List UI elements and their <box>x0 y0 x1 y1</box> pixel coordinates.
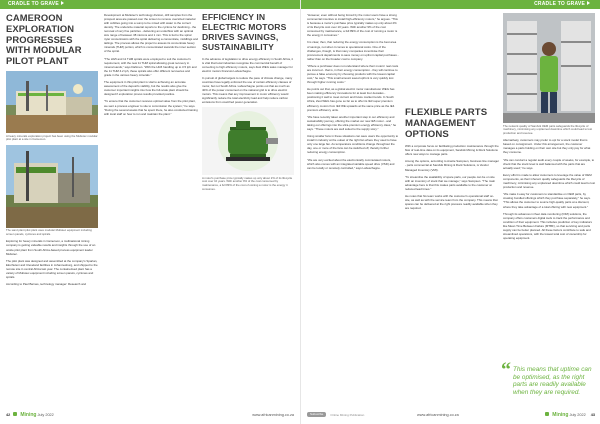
footer-issue: July 2022 <box>37 413 54 417</box>
parts-photo-caption: The network quality of Sandvik OEM parts safeguards the lifecycle of machinery, minimising any unplanned downtime which could lead to lost production and revenue. <box>503 123 593 135</box>
left-column-3 <box>202 13 294 191</box>
body-paragraph: "Where a purchaser does not understand where their motors' real costs are incurred - that is, in their energy consumption - they will continue to pursue a false economy by choosing products with the lowest capital cost," he says. "This small amount saved upfront is very quickly lost through higher running costs." <box>307 63 399 85</box>
pilot-plant-photo-1 <box>6 71 98 133</box>
motor-caption: A motor's purchase price typically makes up only about 2% of its lifecycle cost over 10 years. With another 9% of the cost consumed by maintenance, a full 89% of the cost of owning a motor is the energy it consumes. <box>202 175 293 191</box>
right-column-3 <box>503 13 595 243</box>
quote-mark-icon: “ <box>501 359 511 381</box>
body-paragraph: Exploring for heavy minerals in Cameroon, a multinational mining company is getting valuable results and insights through the use of an onsite pilot plant from South Africa-based process equipment leader Multotec. <box>6 239 96 256</box>
arrow-right-icon <box>587 1 590 5</box>
left-column-2 <box>104 13 198 119</box>
body-paragraph: The pilot plant was designed and assembled at the company's Spartan, Ekurhuleni and Cleveland facilities in Johannesburg, and shipped to the remote site in central Africa last year. The containerised plant has a variety of Multotec equipment including screen panels, cyclones and spirals. <box>6 258 98 279</box>
body-paragraph: "However, even without being forced by the motor users have a strong commercial incentive to install high-efficiency motors," he argues. "This is because a motor's purchase price typically makes up only about 2% of its lifecycle cost over 10 years. With another 9% of the cost consumed by maintenance, a full 89% of the cost of running a motor is the energy it consumes." <box>307 13 398 38</box>
article-title: CAMEROON EXPLORATION PROGRESSES WITH MODULAR PILOT PLANT <box>6 12 82 67</box>
body-paragraph: The equipment in this pilot plant is vital to achieving an accurate assessment of the deposit's viability, but the results also give the customer important insights into how the full-scale plant should be designed if exploration proves results provided positive. <box>104 80 189 97</box>
body-paragraph: Development at Multotec's technology division, drill samples from the prospect area are passed over the screen to remove oversized material with cobbles going into a sump to be mixed with water to the correct density. The undersize material reports to the cyclone for desliming - the removal of very fine particles - delivering an underflow with an optimal size range of between 38 microns and 1 mm. This is fed to the spiral nyler concentrators with the spiral delivering a concentrate, middlings and tailings. The process allows the project to assess its concentrate heavy minerals (THM) portion, which is concentrated towards the inner section of the spiral. <box>104 13 198 54</box>
section-subhead-efficiency: EFFICIENCY IN ELECTRIC MOTORS DRIVES SAVINGS, SUSTAINABILITY <box>202 12 287 52</box>
body-paragraph: Among the options, according to Anette Sampsen, business line manager - parts commercial at Sandvik Mining & Rock Solutions, is Vendor Managed Inventory (VMI). <box>405 159 500 172</box>
body-paragraph: "We have recently taken another important step in our efficiency and sustainability journey, offering the market our new IE5 motor - and taking our offerings into the ultra-premium energy efficiency class," he says. "These motors are well suited to the supply story." <box>307 114 397 131</box>
parts-store-photo <box>503 13 595 123</box>
body-paragraph: With a corporate focus on facilitating production maintenance through the flow of real-time data on its equipment, Sandvik Mining & Rock Solutions offers new ways to manage parts. <box>405 144 499 157</box>
body-paragraph: Every effort is made to allow customers to leverage the value of OEM components, as their inherent quality safeguards the lifecycle of machinery, minimising any unplanned downtime which could lead to lost production and revenue. <box>503 172 596 190</box>
body-paragraph: Alternatively, customers may prefer to opt for a stock model that is based on consignment. Under this arrangement, the customer manages a parts holding on their own site but they only pay for what they consume. <box>503 138 591 155</box>
pilot-plant-photo-2 <box>6 145 98 228</box>
photo-caption-1: A heavy minerals exploration project has been using the Multotec modular pilot plant at a site in Cameroon. <box>6 133 98 142</box>
right-column-1 <box>307 13 399 173</box>
section-title-left: CRADLE TO GRAVE <box>8 1 59 7</box>
body-paragraph: "We are very excited about the electronically commutated motors, which also comes with an integrated variable speed drive (VSD) and can be locally or remotely controlled," says Labuschagne. <box>307 157 395 170</box>
section-title-right: CRADLE TO GRAVE <box>534 1 585 7</box>
footer-right <box>307 411 595 420</box>
footer-website[interactable]: www.africanmining.co.za <box>417 413 459 417</box>
body-paragraph: He points out that, as a global electric motor manufacturer WEG has been making efficiency innovations for at least four decades - positioning it well to meet current and future market trends. In South Africa, Zest WEG has gone so far as to offer its IE3 super premium efficiency motors from IE3 WE upwards at the same price as the IE4 premium efficiency units. <box>307 87 395 112</box>
footer-brand: Mining <box>552 412 569 418</box>
footer-brand: Mining <box>20 412 37 418</box>
footer-website[interactable]: www.africanmining.co.za <box>252 413 294 417</box>
body-paragraph: According to Paul Barnes, technology manager: Research and <box>6 282 87 287</box>
body-paragraph: "To ensure that the customer receives optimal value from the pilot plant, we sent a process engineer to site to commission the system," he says. "During the several weeks that he spent there, he also conducted training with local staff on how to run and maintain the plant." <box>104 99 198 116</box>
footer-right-meta <box>543 411 595 420</box>
motor-photo <box>202 107 294 175</box>
footer-subscribe-text: Online Mining Publication <box>330 413 365 417</box>
body-paragraph: "We can conduct a regular audit every couple of weeks, for example, to check that the stock level is well balanced with the parts that are actually used," he says. <box>503 157 595 170</box>
footer-issue: July 2022 <box>569 413 586 417</box>
body-paragraph: In the advance of legislation to drive energy efficiency in South Africa, it is vital that local industries recognise the commercial benefit of converting to high efficiency motors, says Zest WEG sales manager for electric motors Francois Labuschagne. <box>202 56 294 73</box>
right-column-2 <box>405 13 499 214</box>
photo-caption-2: The sand plant pilot plant uses modular Multotec equipment including screen panels, cyclones and spirals. <box>6 228 92 236</box>
electric-motor-image <box>202 107 294 175</box>
section-header-left <box>0 0 300 9</box>
footer-page-number: 42 <box>6 413 11 417</box>
section-header-right <box>301 0 600 9</box>
body-paragraph: He notes that his team works with the customer's operational staff on-site, as well as with the service team from the company. This means that spares can be delivered at the right pressure readily available when they are required. <box>405 194 498 211</box>
section-subhead-parts: FLEXIBLE PARTS MANAGEMENT OPTIONS <box>405 107 488 141</box>
pull-quote: This means that uptime can be optimised, as the right parts are readily available when they are required. <box>513 366 592 396</box>
body-paragraph: "The HG5 and 11 THM spirals were employed to suit the customer's requirement, with the new 11 THM spiral allowing great recovery in mineral sands," says Dahmen. "With the HG5 handling up to 3.5 tph and the 11 THM 4.2 tph, these spirals also offer different recoveries and grade in the various heavy minerals." <box>104 56 197 77</box>
body-paragraph: It is clear, then, that reducing the energy consumption is the best area of savings, not when it comes to operational costs. One of the challenges, though, is that many companies incentivise their procurement departments to save money on upfront capital purchases - rather than on the broader cost to company. <box>307 40 399 61</box>
body-paragraph: Through its advances in fleet data monitoring (IOM) solutions, the company offers customers digital tools to track the performance and condition of their equipment. This includes prediction of key indicators like Mean Time Between Failure (MTBF), so that servicing and parts supply can be better planned. All these factors contribute to safe and streamlined operations, with the lowest total cost of ownership for operating equipment. <box>503 211 592 241</box>
parts-warehouse-image <box>503 13 595 123</box>
pilot-plant-image-2 <box>6 145 98 228</box>
footer-left <box>6 411 294 420</box>
left-column-1 <box>6 13 98 289</box>
mining-logo-icon <box>545 412 549 416</box>
body-paragraph: "To streamline the availability of spare parts, our people can be on site with an inventory of stock that we manage," says Sampsen. "The main advantage here is that this makes parts available to the customer at reduced lead times." <box>405 174 496 191</box>
body-paragraph: "We make it easy for customers to standardise on OEM parts, by creating bundled offerings which they purchase separately," he says. "This allows the customer to source high-quality parts at a discount, where they take advantage of a total offering with new equipment." <box>503 192 591 209</box>
footer-page-number: 43 <box>590 413 595 417</box>
right-page <box>300 0 600 424</box>
mining-logo-icon <box>13 412 17 416</box>
body-paragraph: In pursuit of global targets to reduce the pace of climate change, many countries have legally enforced the use of certain efficiency classes of motor, but not South Africa. Labuschagne points out that as much as 40% of the power consumed on the national grid is to drive electric motors. This means that any improvement in motor efficiency would significantly reduce the total electricity load and help reduce carbon emissions from coal-fired power generation. <box>202 75 293 105</box>
pilot-plant-image-1 <box>6 71 98 133</box>
body-paragraph: Using smaller fans in these situations can save users the opportunity to install in industry at the outset of the right fan where they used to have only one large fan. As temperature conditions change throughout the day, one or more of the fans can be switched off, thereby further reducing energy consumption. <box>307 134 399 155</box>
arrow-right-icon <box>61 1 64 5</box>
subscribe-button[interactable]: Subscribe <box>307 412 326 417</box>
